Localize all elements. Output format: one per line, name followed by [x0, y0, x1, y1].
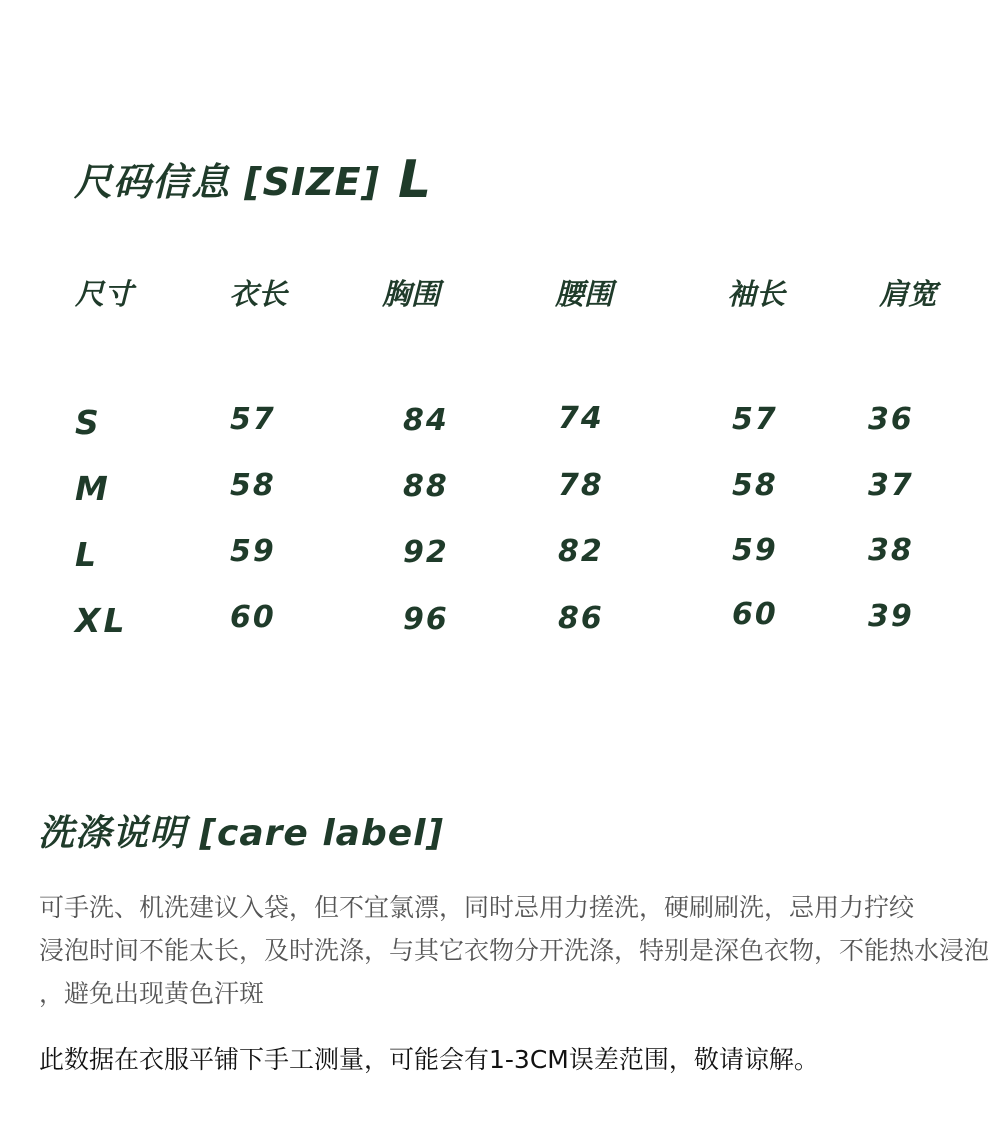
- table-cell-size: M: [75, 469, 111, 508]
- column-header-chest: 胸围: [382, 277, 441, 311]
- care-instruction-line: ，避免出现黄色汗斑: [39, 979, 265, 1008]
- column-header-sleeve: 袖长: [727, 277, 786, 311]
- table-cell-waist: 78: [558, 468, 604, 503]
- care-instruction-line: 可手洗、机洗建议入袋，但不宜氯漂，同时忌用力搓洗，硬刷刷洗，忌用力拧绞: [39, 893, 915, 922]
- table-cell-chest: 96: [403, 602, 449, 637]
- table-cell-size: XL: [75, 601, 128, 640]
- table-cell-shoulder: 39: [868, 599, 914, 634]
- table-cell-shoulder: 37: [868, 468, 914, 503]
- table-cell-sleeve: 60: [732, 597, 778, 632]
- column-header-waist: 腰围: [555, 277, 614, 311]
- care-instruction-line: 浸泡时间不能太长，及时洗涤，与其它衣物分开洗涤，特别是深色衣物，不能热水浸泡: [39, 936, 990, 965]
- table-cell-size: L: [75, 535, 100, 574]
- table-cell-shoulder: 38: [868, 533, 914, 568]
- table-cell-waist: 82: [558, 534, 604, 569]
- table-cell-shoulder: 36: [868, 402, 914, 437]
- care-label-title: 洗涤说明 [care label]: [38, 813, 444, 854]
- table-cell-length: 59: [230, 534, 276, 569]
- table-cell-sleeve: 58: [732, 468, 778, 503]
- column-header-shoulder: 肩宽: [879, 277, 938, 311]
- size-info-title: [74, 150, 432, 210]
- table-cell-waist: 86: [558, 601, 604, 636]
- table-cell-length: 58: [230, 468, 276, 503]
- measurement-note: 此数据在衣服平铺下手工测量，可能会有1-3CM误差范围，敬请谅解。: [39, 1045, 819, 1074]
- table-cell-length: 57: [230, 402, 276, 437]
- table-cell-length: 60: [230, 600, 276, 635]
- column-header-size: 尺寸: [75, 277, 134, 311]
- table-cell-chest: 92: [403, 535, 449, 570]
- table-cell-chest: 88: [403, 469, 449, 504]
- table-cell-size: S: [75, 403, 102, 442]
- table-cell-waist: 74: [558, 401, 604, 436]
- table-cell-chest: 84: [403, 403, 449, 438]
- table-cell-sleeve: 59: [732, 533, 778, 568]
- column-header-length: 衣长: [229, 277, 288, 311]
- size-info-title-text: 尺码信息 [SIZE]: [74, 160, 380, 204]
- current-size-label: L: [397, 150, 433, 210]
- table-cell-sleeve: 57: [732, 402, 778, 437]
